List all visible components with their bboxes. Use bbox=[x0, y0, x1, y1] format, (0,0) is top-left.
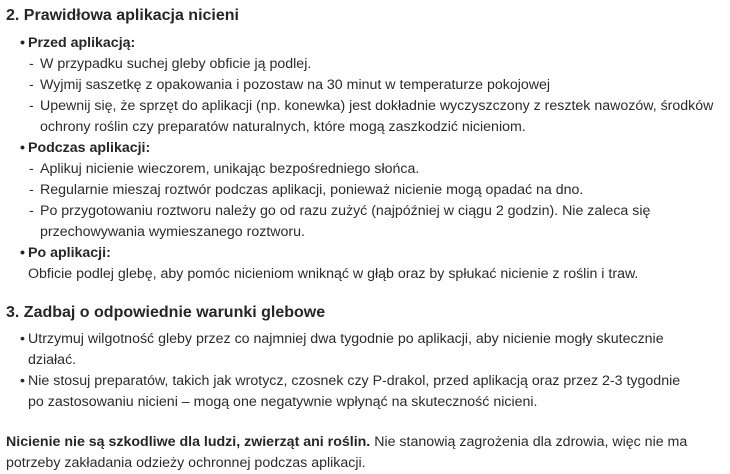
after-application-heading bbox=[20, 243, 111, 263]
during-item-3-continued: przechowywania wymieszanego roztworu. bbox=[40, 224, 305, 240]
section-2-title: 2. Prawidłowa aplikacja nicieni bbox=[6, 7, 239, 24]
soil-item-2-text: Nie stosuj preparatów, takich jak wrotycz, czosnek czy P-drakol, przed aplikacją oraz przez 2-3 tygodnie bbox=[28, 373, 681, 389]
during-application-heading bbox=[20, 138, 150, 158]
during-application-label: Podczas aplikacji: bbox=[28, 140, 151, 156]
before-application-heading bbox=[20, 33, 135, 53]
during-item-2 bbox=[29, 180, 583, 200]
safety-note-continued: potrzeby zakładania odzieży ochronnej podczas aplikacji. bbox=[6, 455, 366, 471]
during-item-1 bbox=[29, 159, 419, 179]
safety-note-bold: Nicienie nie są szkodliwe dla ludzi, zwierząt ani roślin. bbox=[6, 434, 371, 450]
soil-item-2 bbox=[20, 371, 680, 391]
soil-item-1-text: Utrzymuj wilgotność gleby przez co najmniej dwa tygodnie po aplikacji, aby nicienie mogły skutecznie bbox=[28, 331, 664, 347]
after-application-label: Po aplikacji: bbox=[28, 245, 111, 261]
before-item-1-text: W przypadku suchej gleby obficie ją podlej. bbox=[40, 56, 312, 72]
before-item-3 bbox=[29, 96, 713, 116]
during-item-2-text: Regularnie mieszaj roztwór podczas aplikacji, ponieważ nicienie mogą opadać na dno. bbox=[40, 182, 584, 198]
during-item-3-text: Po przygotowaniu roztworu należy go od razu zużyć (najpóźniej w ciągu 2 godzin). Nie zaleca się bbox=[40, 203, 651, 219]
safety-note bbox=[6, 432, 687, 452]
section-3-title: 3. Zadbaj o odpowiednie warunki glebowe bbox=[6, 304, 326, 321]
before-item-2-text: Wyjmij saszetkę z opakowania i pozostaw na 30 minut w temperaturze pokojowej bbox=[40, 77, 551, 93]
during-item-3 bbox=[29, 201, 650, 221]
before-application-label: Przed aplikacją: bbox=[28, 35, 136, 51]
before-item-3-text: Upewnij się, że sprzęt do aplikacji (np. konewka) jest dokładnie wyczyszczony z resztek nawozów, środków bbox=[40, 98, 714, 114]
during-item-1-text: Aplikuj nicienie wieczorem, unikając bezpośredniego słońca. bbox=[40, 161, 420, 177]
before-item-2 bbox=[29, 75, 550, 95]
soil-item-1 bbox=[20, 329, 664, 349]
before-item-1 bbox=[29, 54, 311, 74]
safety-note-text: Nie stanowią zagrożenia dla zdrowia, więc nie ma bbox=[370, 434, 688, 450]
after-application-text: Obficie podlej glebę, aby pomóc nicieniom wniknąć w głąb oraz by spłukać nicienie z roślin i traw. bbox=[28, 266, 639, 282]
soil-item-2-continued: po zastosowaniu nicieni – mogą one negatywnie wpłynąć na skuteczność nicieni. bbox=[28, 394, 538, 410]
before-item-3-continued: ochrony roślin czy preparatów naturalnych, które mogą zaszkodzić nicieniom. bbox=[40, 119, 526, 135]
soil-item-1-continued: działać. bbox=[28, 352, 77, 368]
